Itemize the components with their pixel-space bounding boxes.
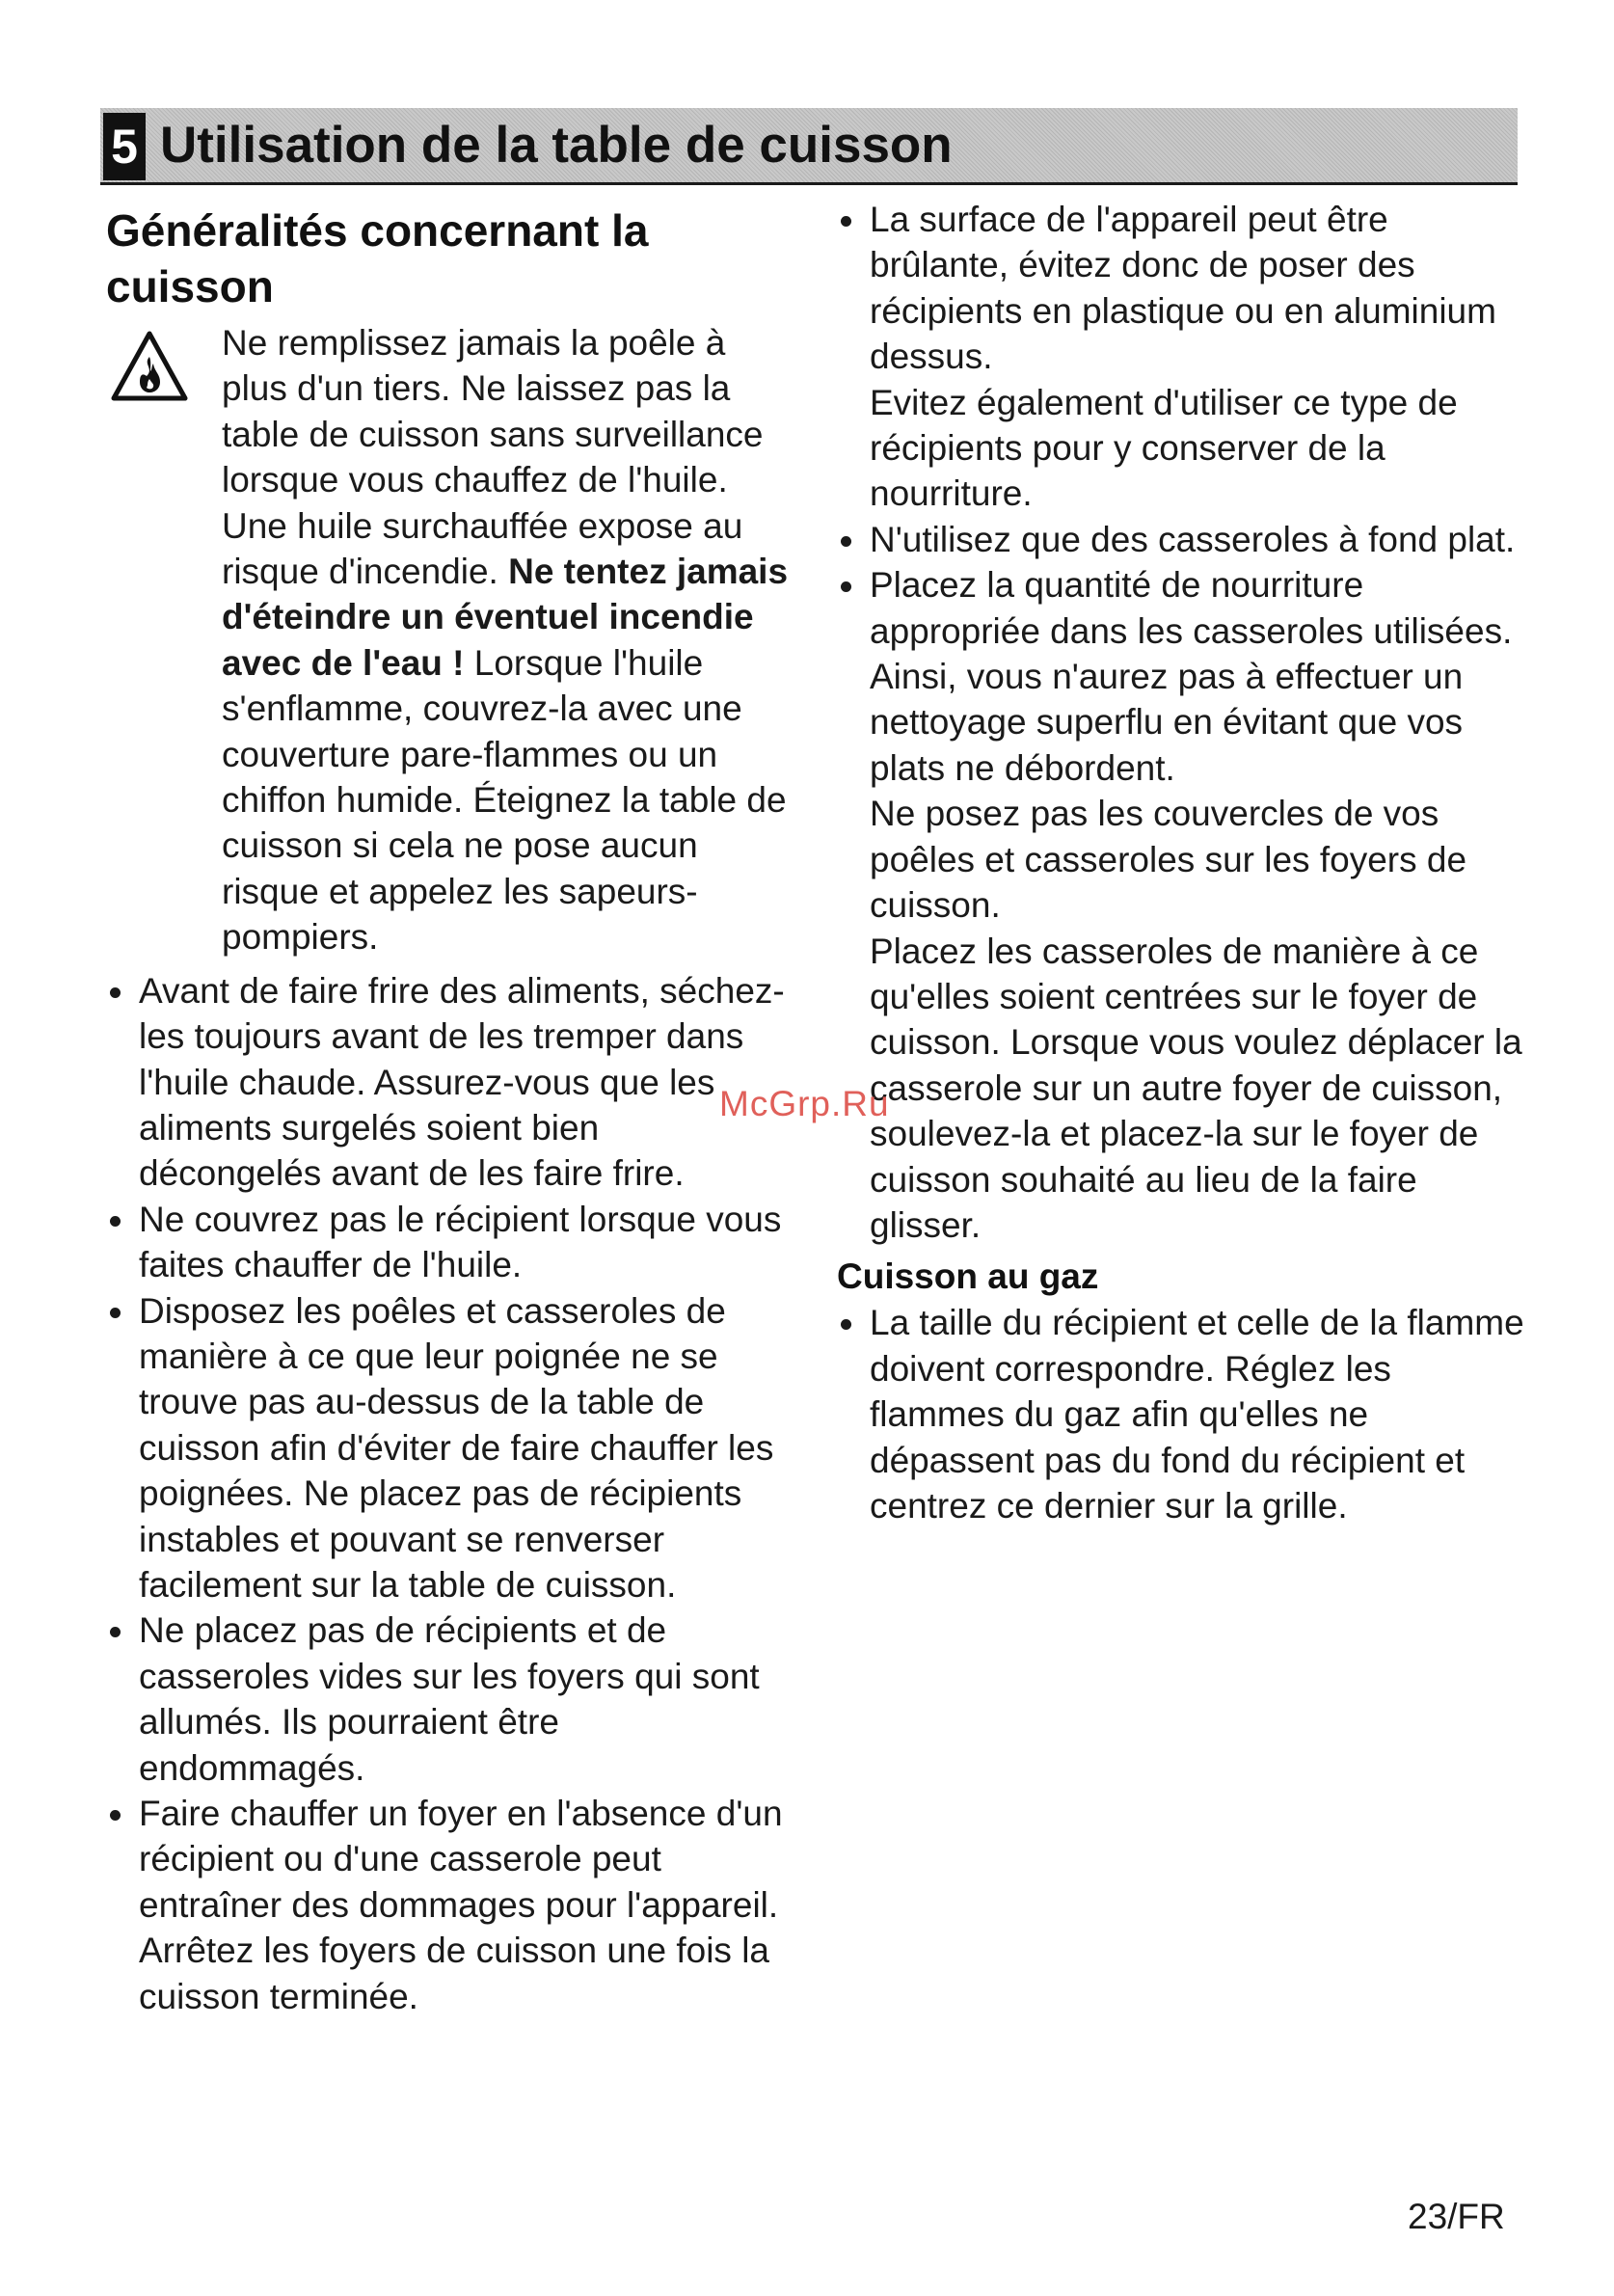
right-column (837, 197, 1531, 1528)
list-item: La taille du récipient et celle de la flamme doivent correspondre. Réglez les flammes du gaz afin qu'elles ne dépassent pas du fond du récipient et centrez ce dernier sur la grille. (837, 1300, 1531, 1528)
list-item: Ne couvrez pas le récipient lorsque vous faites chauffer de l'huile. (106, 1197, 791, 1288)
section-heading: Généralités concernant la cuisson (106, 205, 649, 311)
warning-text: Ne remplissez jamais la poêle à plus d'un tiers. Ne laissez pas la table de cuisson sans surveillance lorsque vous chauffez de l'huile. Une huile surchauffée expose au risque d'incendie. (222, 323, 764, 592)
list-item: Ne placez pas de récipients et de casseroles vides sur les foyers qui sont allumés. Ils pourraient être endommagés. (106, 1607, 791, 1791)
chapter-title: Utilisation de la table de cuisson (160, 117, 953, 174)
list-item: Disposez les poêles et casseroles de manière à ce que leur poignée ne se trouve pas au-dessus de la table de cuisson afin d'éviter de faire chauffer les poignées. Ne placez pas de récipients instables et pouvant se renverser facilement sur la table de cuisson. (106, 1288, 791, 1608)
warning-bold-text: Ne tentez jamais d'éteindre un éventuel incendie avec de l'eau ! (222, 552, 789, 683)
fire-warning-icon (110, 330, 189, 403)
list-paragraph: La surface de l'appareil peut être brûlante, évitez donc de poser des récipients en plastique ou en aluminium dessus. (870, 200, 1496, 377)
list-paragraph: Placez la quantité de nourriture appropriée dans les casseroles utilisées. Ainsi, vous n'aurez pas à effectuer un nettoyage superflu en évitant que vos plats ne débordent. (870, 565, 1513, 788)
chapter-header (100, 108, 1518, 185)
left-column (106, 203, 791, 2019)
list-item: N'utilisez que des casseroles à fond plat. (837, 517, 1531, 562)
warning-block (106, 320, 791, 960)
list-paragraph: Placez les casseroles de manière à ce qu'elles soient centrées sur le foyer de cuisson. Lorsque vous voulez déplacer la casserole sur un autre foyer de cuisson, soulevez-la et placez-la sur le foyer de cuisson souhaité au lieu de la faire glisser. (870, 931, 1522, 1245)
watermark: McGrp.Ru (719, 1084, 890, 1123)
chapter-number: 5 (103, 113, 146, 180)
list-paragraph: Ne posez pas les couvercles de vos poêles et casseroles sur les foyers de cuisson. (870, 794, 1467, 926)
list-item (837, 562, 1531, 1248)
list-item: Faire chauffer un foyer en l'absence d'un récipient ou d'une casserole peut entraîner des dommages pour l'appareil. Arrêtez les foyers de cuisson une fois la cuisson terminée. (106, 1791, 791, 2019)
gas-heading: Cuisson au gaz (837, 1256, 1099, 1297)
list-item (837, 197, 1531, 517)
page-number: 23/FR (1408, 2197, 1505, 2236)
list-item: Avant de faire frire des aliments, séchez-les toujours avant de les tremper dans l'huile chaude. Assurez-vous que les aliments surgelés soient bien décongelés avant de les faire frire. (106, 968, 791, 1197)
list-paragraph: Evitez également d'utiliser ce type de récipients pour y conserver de la nourriture. (870, 382, 1458, 514)
right-bullet-list (837, 197, 1531, 1248)
left-bullet-list (106, 968, 791, 2019)
warning-text-continued: Lorsque l'huile s'enflamme, couvrez-la avec une couverture pare-flammes ou un chiffon humide. Éteignez la table de cuisson si cela ne pose aucun risque et appelez les sapeurs-pompiers. (222, 642, 787, 958)
gas-bullet-list (837, 1300, 1531, 1528)
